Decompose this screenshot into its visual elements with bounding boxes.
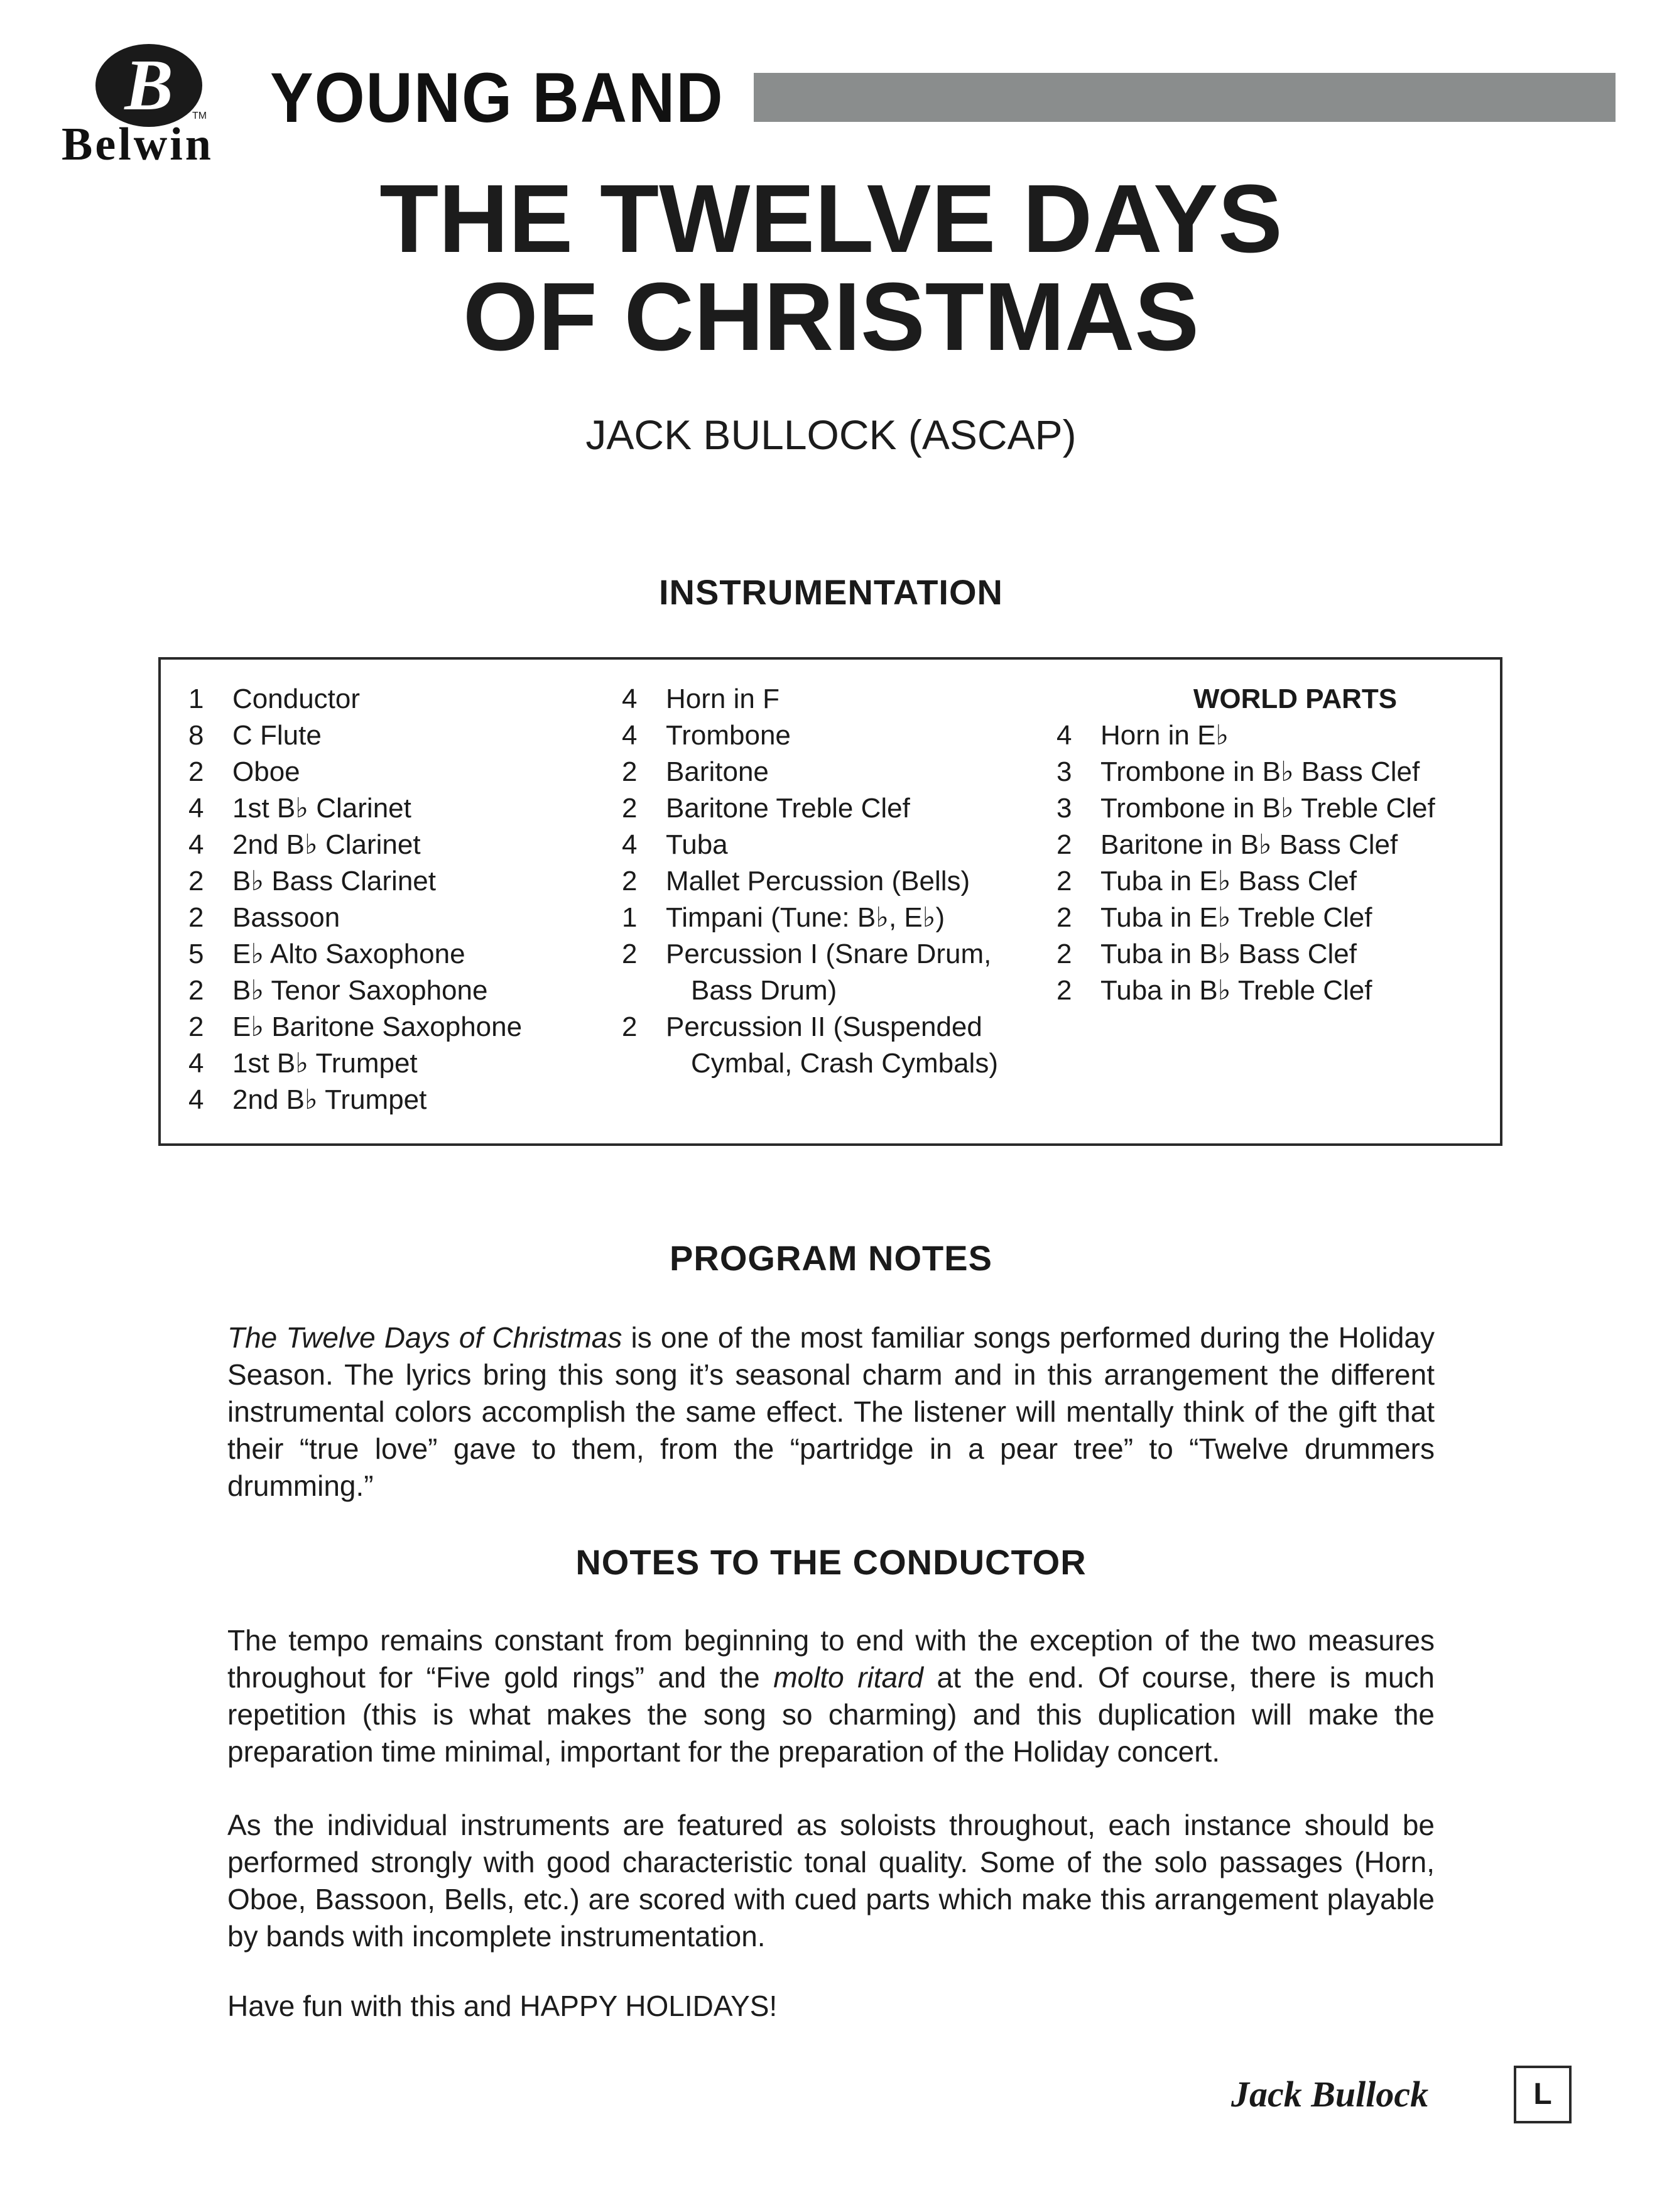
- instrument-name: Cymbal, Crash Cymbals): [691, 1048, 998, 1079]
- instrument-name: Baritone Treble Clef: [666, 793, 910, 824]
- text-run: The tempo remains constant from beginning to end with the exception of the two measures throughout for “Five gold rings” and the: [227, 1624, 1435, 1694]
- instrument-qty: 4: [622, 684, 638, 714]
- instrument-name: Timpani (Tune: B♭, E♭): [666, 902, 945, 933]
- publisher-name: Belwin: [62, 119, 214, 170]
- list-item: [1056, 717, 1490, 754]
- instrument-name: Bass Drum): [691, 975, 837, 1006]
- instrument-qty: 3: [1056, 756, 1072, 787]
- list-item: [622, 717, 1062, 754]
- instrument-qty: 2: [1056, 939, 1072, 969]
- list-item: [188, 1082, 603, 1118]
- instrument-name: Trombone in B♭ Treble Clef: [1100, 793, 1435, 824]
- instrument-name: C Flute: [232, 720, 322, 751]
- instrument-name: Percussion I (Snare Drum,: [666, 939, 992, 969]
- program-notes-body: is one of the most familiar songs performed during the Holiday Season. The lyrics bring this song it’s seasonal charm and in this arrangement the different instrumental colors accomplish the same effect. The listener will mentally think of the gift that their “true love” gave to them, from the “partridge in a pear tree” to “Twelve drummers drumming.”: [227, 1321, 1435, 1502]
- instrument-qty: 2: [188, 1011, 204, 1042]
- instrument-name: 1st B♭ Clarinet: [232, 793, 411, 824]
- belwin-logo-icon: B: [95, 44, 202, 127]
- instrumentation-heading: INSTRUMENTATION: [659, 572, 1003, 612]
- composer: JACK BULLOCK (ASCAP): [585, 411, 1077, 458]
- instrument-qty: 4: [622, 720, 638, 751]
- list-item: [1056, 790, 1490, 827]
- program-notes-heading: PROGRAM NOTES: [670, 1238, 992, 1278]
- instrument-qty: 2: [188, 902, 204, 933]
- list-item: [188, 1045, 603, 1082]
- conductor-notes-paragraph-2: As the individual instruments are featured as soloists throughout, each instance should be performed strongly with good characteristic tonal quality. Some of the solo passages (Horn, Oboe, Bassoon, Bells, etc.) are scored with cued parts which make this arrangement playable by bands with incomplete instrumentation.: [227, 1809, 1435, 1953]
- instrument-qty: 4: [622, 829, 638, 860]
- instrument-name: B♭ Tenor Saxophone: [232, 975, 488, 1006]
- list-item: [188, 681, 603, 717]
- instrument-qty: 1: [188, 684, 204, 714]
- instrument-qty: 2: [188, 975, 204, 1006]
- list-item: [622, 790, 1062, 827]
- instrument-qty: 3: [1056, 793, 1072, 824]
- list-item: [188, 936, 603, 973]
- list-item: [188, 863, 603, 900]
- conductor-notes-heading: NOTES TO THE CONDUCTOR: [575, 1542, 1087, 1582]
- list-item: [188, 900, 603, 936]
- instrument-name: Horn in F: [666, 684, 779, 714]
- piece-title: The Twelve Days of Christmas: [227, 1321, 622, 1354]
- list-item: [622, 936, 1062, 973]
- page-title: [188, 165, 1474, 371]
- instrument-qty: 4: [188, 793, 204, 824]
- instrument-qty: [622, 973, 666, 1009]
- instrument-qty: 2: [622, 1011, 638, 1042]
- list-item: [188, 790, 603, 827]
- program-notes-text: [227, 1319, 1435, 1505]
- instrument-qty: 4: [188, 1048, 204, 1079]
- signature: Jack Bullock: [1231, 2074, 1429, 2115]
- instrument-name: Baritone: [666, 756, 769, 787]
- instrument-qty: 2: [188, 866, 204, 896]
- instrument-qty: 4: [188, 1084, 204, 1115]
- world-parts-heading: WORLD PARTS: [1193, 684, 1398, 714]
- instrument-column-2: [622, 681, 1062, 1082]
- instrument-name: Tuba in B♭ Bass Clef: [1100, 939, 1357, 969]
- list-item: [622, 863, 1062, 900]
- title-line: OF CHRISTMAS: [462, 263, 1200, 371]
- instrument-name: Tuba: [666, 829, 728, 860]
- instrument-name: 1st B♭ Trumpet: [232, 1048, 418, 1079]
- instrument-qty: 4: [1056, 720, 1072, 751]
- instrument-name: Oboe: [232, 756, 300, 787]
- list-item: [1056, 754, 1490, 790]
- instrument-name: E♭ Alto Saxophone: [232, 939, 465, 969]
- instrument-name: Conductor: [232, 684, 361, 714]
- text-run: at the end. Of course, there is much repetition (this is what makes the song so charming) and this duplication will make the preparation time minimal, important for the preparation of the Holiday concert.: [227, 1661, 1435, 1768]
- instrument-name: Tuba in E♭ Bass Clef: [1100, 866, 1357, 896]
- list-item: [1056, 863, 1490, 900]
- instrument-qty: 1: [622, 902, 638, 933]
- instrument-qty: [622, 1045, 666, 1082]
- conductor-notes-paragraph-3: Have fun with this and HAPPY HOLIDAYS!: [227, 1990, 778, 2022]
- list-item: [188, 973, 603, 1009]
- instrument-qty: 2: [188, 756, 204, 787]
- list-item: [1056, 900, 1490, 936]
- instrument-name: Bassoon: [232, 902, 340, 933]
- instrument-qty: 8: [188, 720, 204, 751]
- instrument-qty: 4: [188, 829, 204, 860]
- list-item: [1056, 973, 1490, 1009]
- list-item: [622, 754, 1062, 790]
- instrument-qty: 2: [622, 939, 638, 969]
- instrument-name: B♭ Bass Clarinet: [232, 866, 436, 896]
- instrument-name: Tuba in B♭ Treble Clef: [1100, 975, 1372, 1006]
- instrument-name: Trombone in B♭ Bass Clef: [1100, 756, 1420, 787]
- conductor-notes-paragraph-1: [227, 1622, 1435, 1770]
- title-line: THE TWELVE DAYS: [379, 165, 1283, 273]
- instrument-qty: 2: [1056, 902, 1072, 933]
- list-item: [622, 1045, 1062, 1082]
- instrument-qty: 2: [622, 756, 638, 787]
- instrument-qty: 2: [1056, 829, 1072, 860]
- instrument-column-3: [1056, 681, 1490, 1009]
- instrument-name: Mallet Percussion (Bells): [666, 866, 970, 896]
- instrument-name: 2nd B♭ Clarinet: [232, 829, 421, 860]
- tempo-term: molto ritard: [773, 1661, 924, 1694]
- list-item: [188, 717, 603, 754]
- list-item: [622, 973, 1062, 1009]
- list-item: [188, 827, 603, 863]
- instrument-column-1: [188, 681, 603, 1118]
- header-bar: [754, 73, 1616, 122]
- trademark-mark: TM: [192, 111, 207, 121]
- instrument-qty: 2: [1056, 866, 1072, 896]
- instrument-name: Baritone in B♭ Bass Clef: [1100, 829, 1398, 860]
- series-title: YOUNG BAND: [270, 58, 724, 137]
- list-item: [188, 754, 603, 790]
- instrument-name: Tuba in E♭ Treble Clef: [1100, 902, 1372, 933]
- page-label: L: [1514, 2066, 1572, 2123]
- instrument-qty: 5: [188, 939, 204, 969]
- list-item: [622, 1009, 1062, 1045]
- instrument-name: Trombone: [666, 720, 791, 751]
- list-item: [622, 900, 1062, 936]
- list-item: [622, 827, 1062, 863]
- list-item: [1056, 827, 1490, 863]
- instrument-name: E♭ Baritone Saxophone: [232, 1011, 523, 1042]
- list-item: [1056, 936, 1490, 973]
- list-item: [622, 681, 1062, 717]
- instrument-qty: 2: [1056, 975, 1072, 1006]
- instrument-name: Percussion II (Suspended: [666, 1011, 982, 1042]
- list-item: [188, 1009, 603, 1045]
- instrument-qty: 2: [622, 866, 638, 896]
- instrument-qty: 2: [622, 793, 638, 824]
- instrument-name: 2nd B♭ Trumpet: [232, 1084, 427, 1115]
- instrument-name: Horn in E♭: [1100, 720, 1229, 751]
